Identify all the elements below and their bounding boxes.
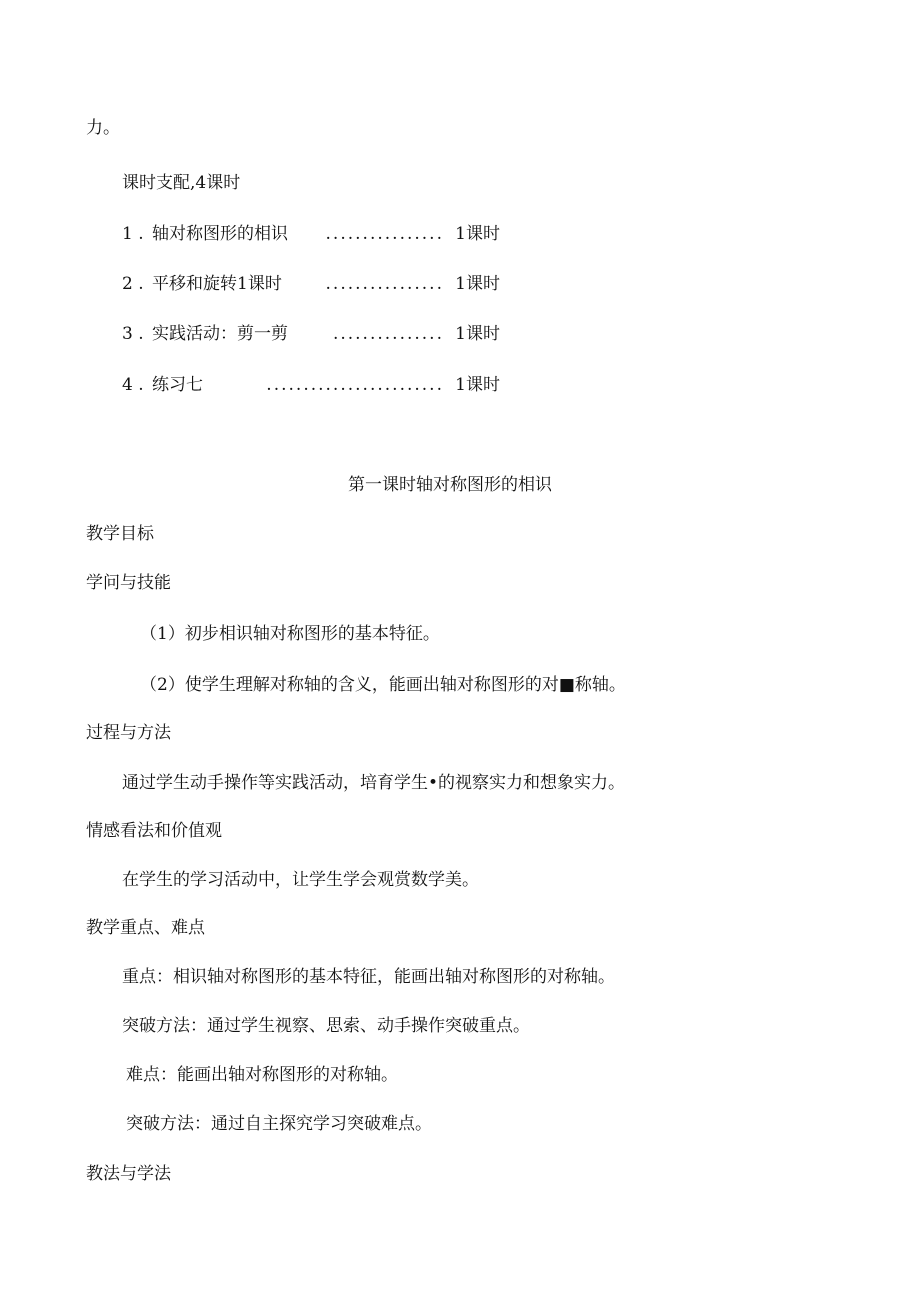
paragraph: 通过学生动手操作等实践活动，培育学生•的视察实力和想象实力。 [122, 773, 626, 793]
paragraph: 突破方法：通过学生视察、思索、动手操作突破重点。 [122, 1016, 530, 1036]
toc-row [122, 374, 500, 396]
section-heading: 教学目标 [86, 524, 154, 544]
section-heading: 教学重点、难点 [86, 918, 205, 938]
toc-number: 2 . [122, 274, 144, 294]
toc-row [122, 323, 500, 345]
paragraph: 在学生的学习活动中，让学生学会观赏数学美。 [122, 870, 479, 890]
paragraph: （2）使学生理解对称轴的含义，能画出轴对称图形的对■称轴。 [140, 675, 626, 695]
paragraph: （1）初步相识轴对称图形的基本特征。 [140, 624, 440, 644]
toc-leader: ................ [325, 224, 444, 244]
toc-title: 练习七 [152, 375, 203, 395]
section-heading: 情感看法和价值观 [86, 821, 222, 841]
toc-number: 4 . [122, 375, 144, 395]
text-line: 力。 [86, 118, 120, 138]
toc-leader: ............... [332, 324, 444, 344]
section-heading: 学问与技能 [86, 573, 171, 593]
toc-title: 实践活动：剪一剪 [152, 324, 288, 344]
lesson-title: 第一课时轴对称图形的相识 [348, 475, 552, 495]
toc-hours: 1课时 [455, 274, 500, 294]
toc-title: 轴对称图形的相识 [152, 224, 288, 244]
section-heading: 教法与学法 [86, 1164, 171, 1184]
toc-number: 1 . [122, 224, 144, 244]
toc-title: 平移和旋转1课时 [152, 274, 282, 294]
paragraph: 重点：相识轴对称图形的基本特征，能画出轴对称图形的对称轴。 [122, 967, 615, 987]
toc-number: 3 . [122, 324, 144, 344]
toc-hours: 1课时 [455, 375, 500, 395]
toc-leader: ........................ [266, 375, 444, 395]
toc-hours: 1课时 [455, 224, 500, 244]
toc-hours: 1课时 [455, 324, 500, 344]
section-heading: 过程与方法 [86, 723, 171, 743]
paragraph: 难点：能画出轴对称图形的对称轴。 [126, 1065, 398, 1085]
toc-leader: ................ [325, 274, 444, 294]
paragraph: 突破方法：通过自主探究学习突破难点。 [126, 1114, 432, 1134]
schedule-line: 课时支配,4课时 [122, 173, 241, 193]
toc-row [122, 273, 500, 295]
toc-row [122, 223, 500, 245]
